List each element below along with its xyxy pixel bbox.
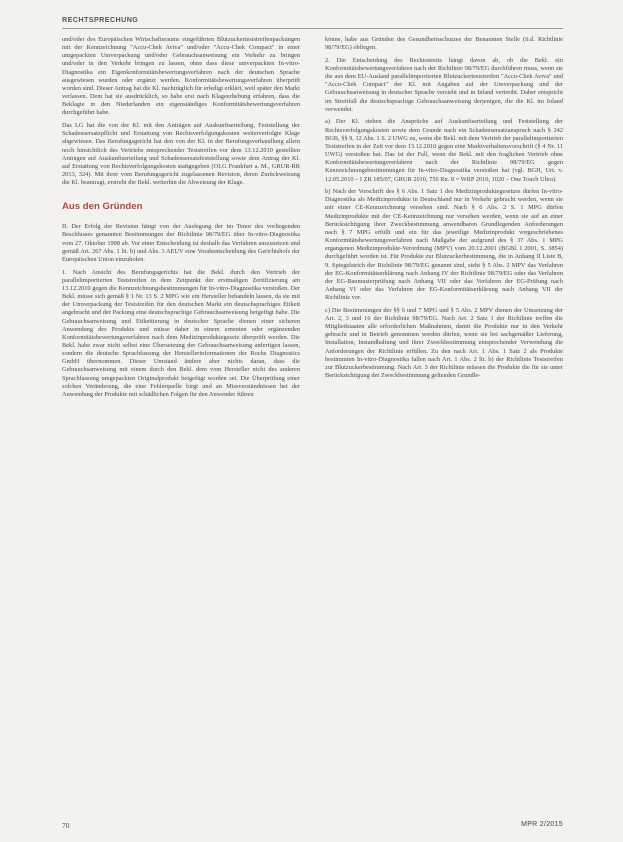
section-label: RECHTSPRECHUNG	[62, 15, 139, 24]
paragraph: 2. Die Entscheidung des Rechtsstreits hängt davon ab, ob die Bekl. ein Konformitätsbewertungsverfahren nach der Richtlinie 98/79/EG durchführen muss, wenn sie die aus dem EU-Ausland parallelimportierten Blutzuckerteststreifen "Accu-Chek Aviva" und "Accu-Chek Compact" der Kl. mit Angaben auf der Umverpackung und der Gebrauchsanweisung in deutscher Sprache versieht und in Inland vertreibt. Daher entspricht im Streitfall die deutschsprachige Gebrauchsanweisung derjenigen, die die Kl. im Inland verwendet.	[325, 56, 563, 113]
journal-reference: MPR 2/2015	[521, 821, 563, 828]
paragraph: II. Der Erfolg der Revision hängt von der Auslegung der im Tenor des vorliegenden Beschlusses genannten Bestimmungen der Richtlinie 98/79/EG über In-vitro-Diagnostika vom 27. Oktober 1998 ab. Vor einer Entscheidung ist deshalb das Verfahren auszusetzen und gemäß Art. 267 Abs. 1 lit. b) und Abs. 3 AEUV eine Vorabentscheidung des Gerichtshofs der Europäischen Union einzuholen.	[62, 223, 300, 263]
section-heading: Aus den Gründen	[62, 201, 143, 213]
page-number: 70	[62, 821, 70, 830]
paragraph: b) Nach der Vorschrift des § 6 Abs. 1 Satz 1 des Medizinproduktegesetzes dürfen In-vitro-Diagnostika als Medizinprodukte in Deutschland nur in Verkehr gebracht werden, wenn sie mit einer CE-Kennzeichnung versehen sind. Nach § 6 Abs. 2 S. 1 MPG dürfen Medizinprodukte mit der CE-Kennzeichnung nur versehen werden, wenn sie auf an einer Berücksichtigung ihrer Zweckbestimmung anwendbaren Grundlegenden Anforderungen nach § 7 MPG erfüllt und ein für das jeweilige Medizinprodukt vorgeschriebenes Konformitätsbewertungsverfahren nach Maßgabe der aufgrund des § 37 Abs. 1 MPG ergangenen Medizinprodukte-Verordnung (MPV) vom 20.12.2001 (BGBl. I 2001, S. 3854) durchgeführt worden ist. Für Produkte zur Blutzuckerbestimmung, die in Anhang II Liste B, 9. Spiegelstrich der Richtlinie 98/79/EG genannt sind, sieht § 5 Abs. 2 MPV das Verfahren der EG-Konformitätserklärung nach Anhang IV der Richtlinie 98/79/EG oder das Verfahren der EG-Baumusterprüfung nach Anhang VII oder das Verfahren der EG-Prüfung nach Anhang VI oder das Verfahren der EG-Konformitätserklärung nach Anhang VII der Richtlinie vor.	[325, 188, 563, 302]
paragraph: und/oder des Europäischen Wirtschaftsraums eingeführten Blutzuckerteststreifenpackungen mit der Kennzeichnung "Accu-Chek Aviva" und/oder "Accu-Chek Compact" in einer umgepackten Umverpackung und/oder Gebrauchsanweisung ein Verkehr zu bringen und/oder in den Verkehr bringen zu lassen, ohne dass diese umverpackten In-vitro-Diagnostika ein Eigenkonformitätsbewertungsverfahren nach der deutschen Sprache ausgewiesen wurden oder ergänzt werden. Konformitätsbewertungsverfahren überprüft worden sind. Dieser Antrag hat die Kl. nachträglich für erledigt erklärt, weil später den Markt verlassen. Dem hat sie ausdrücklich, so habe erst nach Klageerhebung erfahren, dass die Beklagte in den Niederlanden ein eigenständiges Konformitätsbewertungsverfahren durchgeführt habe.	[62, 36, 300, 117]
header-rule	[62, 28, 563, 29]
paragraph: 1. Nach Ansicht des Berufungsgerichts hat die Bekl. durch den Vertrieb der parallelimportierten Teststreifen in dem Zeitpunkt der erstmaligen Zertifizierung am 13.12.2010 gegen die Kennzeichnungsbestimmungen für In-vitro-Diagnostika verstoßen. Der Bekl. müsse sich gemäß § 1 Nr. 13 S. 2 MPG wie ein Hersteller behandeln lassen, da sie mit der Umverpackung der Teststreifen für den deutschen Markt ein deutschsprachiges Etikett angebracht und der Packung eine deutschsprachige Gebrauchsanweisung beigefügt habe. Die Gebrauchsanweisung und Etikettierung in deutscher Sprache dienen einer sicheren Anwendung des Produkts und müsse daher in einem erneuten oder ergänzenden Konformitätsbewertungsverfahren nach dem Medizinproduktegesetz überprüft werden. Die Bekl. habe zwar nicht selbst eine Übersetzung der Gebrauchsanweisung anfertigen lassen, sondern die deutsche Sprachfassung der Herstellerinformationen der Roche Diagnostics GmbH übernommen. Dieser Umstand ändere aber nichts daran, dass die Gebrauchsanweisung mit einem durch den Bekl. dem vom Hersteller nicht des anderen Sprachfassung umgepackten Originalprodukt beigefügt worden sei. Die Überprüfung einer solchen Veränderung, die eine Fehlerquelle birgt und an Missverständnissen bei der Anwendung der Produkte mit schädlichen Folgen für den Anwender führen	[62, 268, 300, 398]
left-column	[62, 36, 300, 404]
right-column	[325, 36, 563, 385]
paragraph: c) Die Bestimmungen der §§ 6 und 7 MPG und § 5 Abs. 2 MPV dienen der Umsetzung der Art. 2, 3 und 16 der Richtlinie 98/79/EG. Nach Art. 2 Satz 1 der Richtlinie treffen die Mitgliedstaaten alle erforderlichen Maßnahmen, damit die Produkte nur in den Verkehr gebracht und in Betrieb genommen werden dürfen, wenn sie bei sachgemäßer Lieferung, Installation, Instandhaltung und ihrer Zweckbestimmung entsprechender Verwendung die Anforderungen der Richtlinie erfüllen. Zu den nach Art. 1 Abs. 1 Satz 2 als Produkte bestimmten In-vitro-Diagnostika fallen nach Art. 1 Abs. 2 lit. b) der Richtlinie Teststreifen zur Blutzuckerbestimmung. Nach Art. 3 der Richtlinie müssen die Produkte die für sie unter Berücksichtigung der Zweckbestimmung geltenden Grundle-	[325, 306, 563, 380]
paragraph: könne, habe aus Gründen des Gesundheitsschutzes der Benannten Stelle (S.d. Richtlinie 98/79/EG) obliegen.	[325, 36, 563, 52]
paragraph: Das LG hat die von der Kl. mit den Anträgen auf Auskunftserteilung, Feststellung der Schadensersatzpflicht und Erstattung von Rechtsverfolgungskosten weiterverfolgte Klage abgewiesen. Das Berufungsgericht hat den von der Kl. in der Berufungsverhandlung allein noch hinsichtlich des Vertriebs entsprechender Teststreifen vor dem 13.12.2010 gestellten Anträgen auf Auskunftserteilung und Schadensersatzfeststellung sowie dem Antrag der Kl. auf Erstattung von Rechtsverfolgungskosten stattgegeben (OLG Frankfurt a. M., GRUR-RR 2013, 324). Mit ihrer vom Berufungsgericht zugelassenen Revision, deren Zurückweisung die Kl. beantragt, erstrebt die Bekl. weiterhin die Abweisung der Klage.	[62, 122, 300, 187]
paragraph: a) Der Kl. stehen die Ansprüche auf Auskunftserteilung und Feststellung der Rechtsverfolgungskosten sowie dem Grunde nach ein Schadensersatzanspruch nach § 242 BGB, §§ 9, 12 Abs. 1 S. 2 UWG zu, wenn die Bekl. mit dem Vertrieb der parallelimportierten Teststreifen in der Zeit vor dem 13.12.2010 gegen eine Marktverhaltensvorschrift (§ 4 Nr. 11 UWG) verstoßen hat. Das ist der Fall, wenn die Bekl. mit den fraglichen Vertrieb ohne Konformitätsbewertungsverfahren nach der Richtlinie 98/79/EG gegen Kennzeichnungsbestimmungen für In-vitro-Diagnostika verstoßen hat (vgl. BGH, Urt. v. 12.05.2010 – I ZR 185/07, GRUR 2010, 756 Rn. 8 = WRP 2010, 1020 – One Touch Ultra).	[325, 118, 563, 183]
